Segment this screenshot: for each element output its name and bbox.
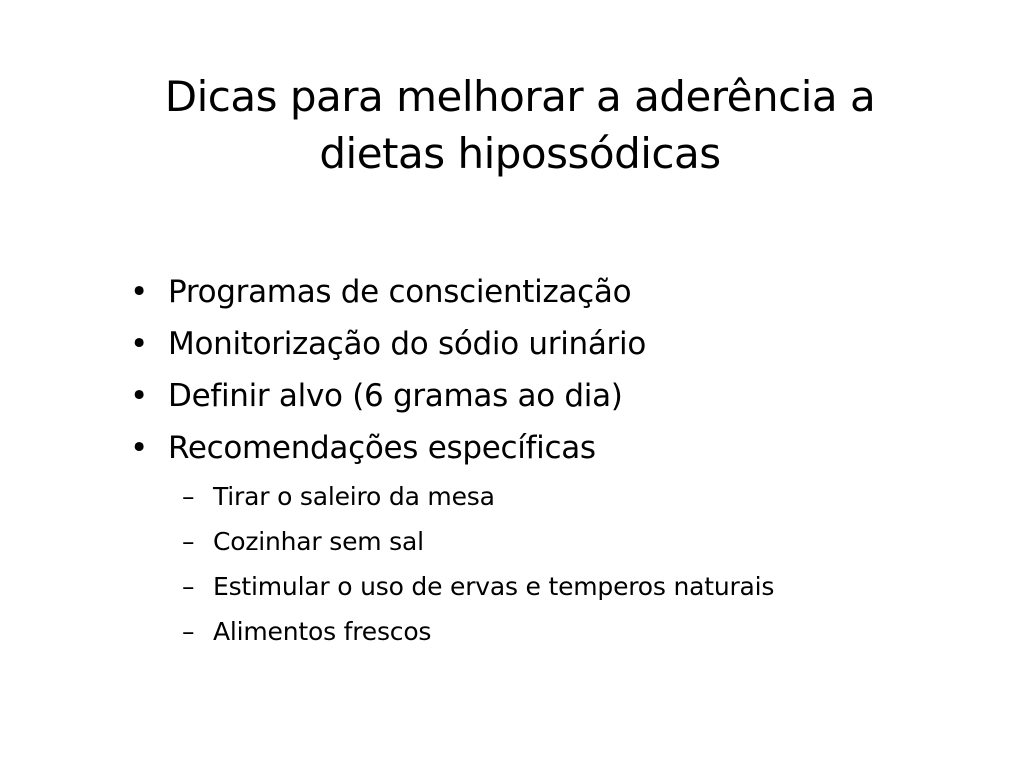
sub-item-alimentos (130, 609, 990, 654)
bullet-marker: • (130, 378, 148, 414)
bullet-text: Definir alvo (6 gramas ao dia) (168, 378, 623, 414)
sub-item-cozinhar (130, 519, 990, 564)
bullet-list (130, 266, 990, 474)
bullet-marker: • (130, 274, 148, 310)
slide-title-line-1: Dicas para melhorar a aderência a (164, 72, 876, 121)
dash-marker: – (182, 482, 195, 511)
bullet-text: Programas de conscientização (168, 274, 632, 310)
slide-title-line-2: dietas hipossódicas (319, 129, 721, 178)
sub-item-saleiro (130, 474, 990, 519)
sub-bullet-list (130, 474, 990, 654)
bullet-item-recomendacoes (130, 422, 990, 474)
dash-marker: – (182, 527, 195, 556)
sub-item-text: Estimular o uso de ervas e temperos naturais (213, 572, 775, 601)
sub-item-text: Tirar o saleiro da mesa (213, 482, 495, 511)
bullet-item-programas (130, 266, 990, 318)
dash-marker: – (182, 572, 195, 601)
bullet-text: Recomendações específicas (168, 430, 596, 466)
bullet-item-monitorizacao (130, 318, 990, 370)
bullet-marker: • (130, 326, 148, 362)
bullet-text: Monitorização do sódio urinário (168, 326, 646, 362)
bullet-marker: • (130, 430, 148, 466)
sub-item-text: Cozinhar sem sal (213, 527, 424, 556)
sub-item-ervas (130, 564, 990, 609)
slide-title (60, 68, 980, 182)
dash-marker: – (182, 617, 195, 646)
sub-item-text: Alimentos frescos (213, 617, 432, 646)
bullet-item-definir-alvo (130, 370, 990, 422)
